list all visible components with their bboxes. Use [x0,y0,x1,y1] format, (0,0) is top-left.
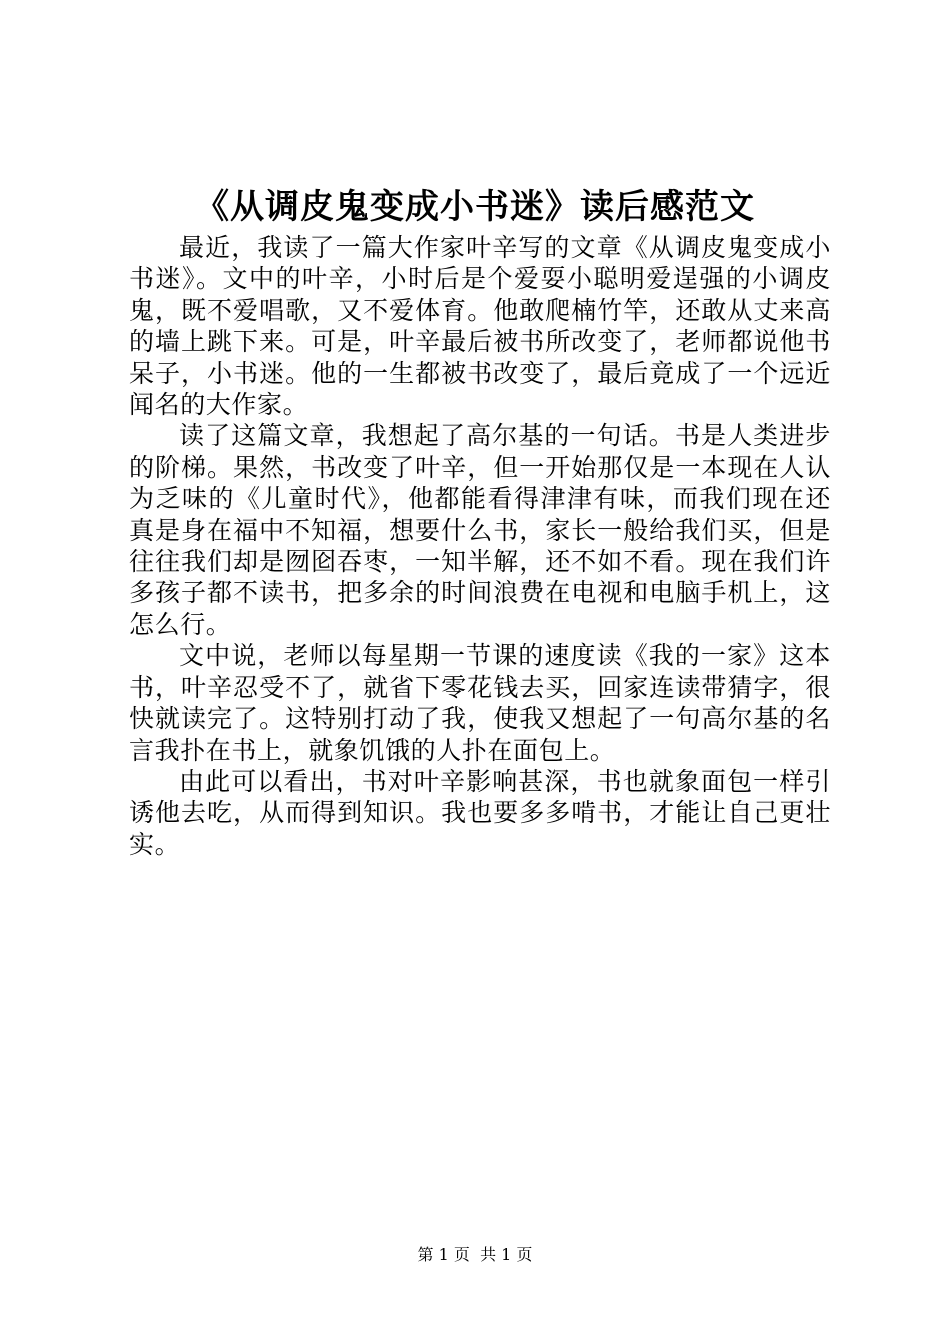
paragraph-3: 文中说，老师以每星期一节课的速度读《我的一家》这本书，叶辛忍受不了，就省下零花钱去买，回家连读带猜字，很快就读完了。这特别打动了我，使我又想起了一句高尔基的名言我扑在书上，就象饥饿的人扑在面包上。 [129,641,831,765]
paragraph-4: 由此可以看出，书对叶辛影响甚深，书也就象面包一样引诱他去吃，从而得到知识。我也要多多啃书，才能让自己更壮实。 [129,766,831,859]
paragraph-1: 最近，我读了一篇大作家叶辛写的文章《从调皮鬼变成小书迷》。文中的叶辛，小时后是个爱耍小聪明爱逞强的小调皮鬼，既不爱唱歌，又不爱体育。他敢爬楠竹竿，还敢从丈来高的墙上跳下来。可是，叶辛最后被书所改变了，老师都说他书呆子，小书迷。他的一生都被书改变了，最后竟成了一个远近闻名的大作家。 [129,233,831,420]
footer-spacer [470,1245,480,1264]
paragraph-2: 读了这篇文章，我想起了高尔基的一句话。书是人类进步的阶梯。果然，书改变了叶辛，但一开始那仅是一本现在人认为乏味的《儿童时代》，他都能看得津津有味，而我们现在还真是身在福中不知福，想要什么书，家长一般给我们买，但是往往我们却是囫囵吞枣，一知半解，还不如不看。现在我们许多孩子都不读书，把多余的时间浪费在电视和电脑手机上，这怎么行。 [129,421,831,639]
page-number: 第 1 页 [417,1245,470,1264]
page-footer [0,1243,950,1267]
document-body [129,232,831,860]
document-title: 《从调皮鬼变成小书迷》读后感范文 [195,187,755,227]
page-total: 共 1 页 [480,1245,533,1264]
